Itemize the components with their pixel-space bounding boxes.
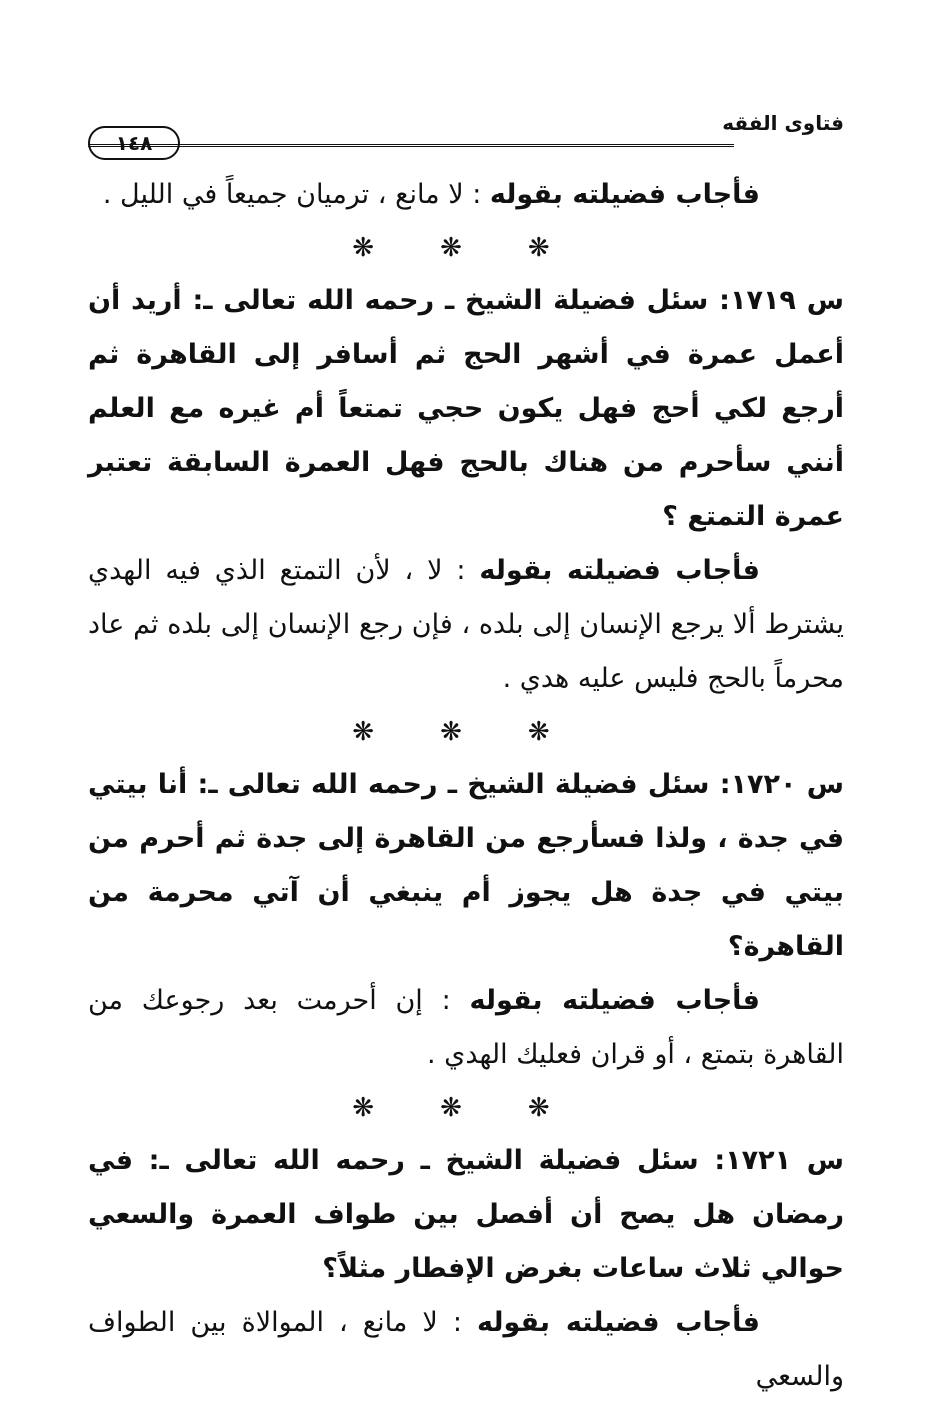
page-content	[88, 168, 844, 1404]
asterism-icon: ❋	[527, 717, 580, 747]
asterism-icon: ❋	[440, 233, 492, 263]
question-number: س ١٧٢٠:	[719, 769, 844, 800]
question-number: س ١٧٢١:	[714, 1145, 844, 1176]
asterism-icon: ❋	[352, 1093, 405, 1123]
answer-text: : لا مانع ، الموالاة بين الطواف والسعي	[88, 1307, 844, 1392]
section-separator	[88, 222, 844, 274]
answer-text: : لا مانع ، ترميان جميعاً في الليل .	[102, 179, 482, 210]
answer-label: فأجاب فضيلته بقوله	[489, 179, 760, 210]
answer-paragraph	[88, 1296, 844, 1404]
asterism-icon: ❋	[440, 717, 492, 747]
answer-paragraph	[88, 544, 844, 706]
section-separator	[88, 1082, 844, 1134]
answer-paragraph	[88, 974, 844, 1082]
asterism-icon: ❋	[527, 233, 580, 263]
page-header	[88, 104, 844, 160]
answer-text: : لا ، لأن التمتع الذي فيه الهدي يشترط ألا يرجع الإنسان إلى بلده ، فإن رجع الإنسان إلى بلده ثم عاد محرماً بالحج فليس عليه هدي .	[88, 555, 844, 694]
header-rule	[88, 144, 734, 147]
asterism-icon: ❋	[527, 1093, 580, 1123]
question-paragraph	[88, 274, 844, 544]
asterism-icon: ❋	[352, 233, 405, 263]
section-separator	[88, 706, 844, 758]
answer-text: : إن أحرمت بعد رجوعك من القاهرة بتمتع ، أو قران فعليك الهدي .	[88, 985, 844, 1070]
asterism-icon: ❋	[440, 1093, 492, 1123]
question-text: سئل فضيلة الشيخ ـ رحمه الله تعالى ـ: في رمضان هل يصح أن أفصل بين طواف العمرة والسعي حوالي ثلاث ساعات بغرض الإفطار مثلاً؟	[88, 1145, 844, 1284]
asterism-icon: ❋	[352, 717, 405, 747]
answer-label: فأجاب فضيلته بقوله	[479, 555, 760, 586]
question-text: سئل فضيلة الشيخ ـ رحمه الله تعالى ـ: أنا بيتي في جدة ، ولذا فسأرجع من القاهرة إلى جدة ثم أحرم من بيتي في جدة هل يجوز أم ينبغي أن آتي محرمة من القاهرة؟	[88, 769, 844, 962]
book-title: فتاوى الفقه	[722, 111, 844, 135]
answer-label: فأجاب فضيلته بقوله	[469, 985, 760, 1016]
page-number: ١٤٨	[88, 126, 180, 160]
question-paragraph	[88, 758, 844, 974]
question-number: س ١٧١٩:	[719, 285, 844, 316]
question-paragraph	[88, 1134, 844, 1296]
question-text: سئل فضيلة الشيخ ـ رحمه الله تعالى ـ: أريد أن أعمل عمرة في أشهر الحج ثم أسافر إلى القاهرة ثم أرجع لكي أحج فهل يكون حجي تمتعاً أم غيره مع العلم أنني سأحرم من هناك بالحج فهل العمرة السابقة تعتبر عمرة التمتع ؟	[88, 285, 844, 532]
answer-paragraph	[88, 168, 844, 222]
answer-label: فأجاب فضيلته بقوله	[476, 1307, 760, 1338]
